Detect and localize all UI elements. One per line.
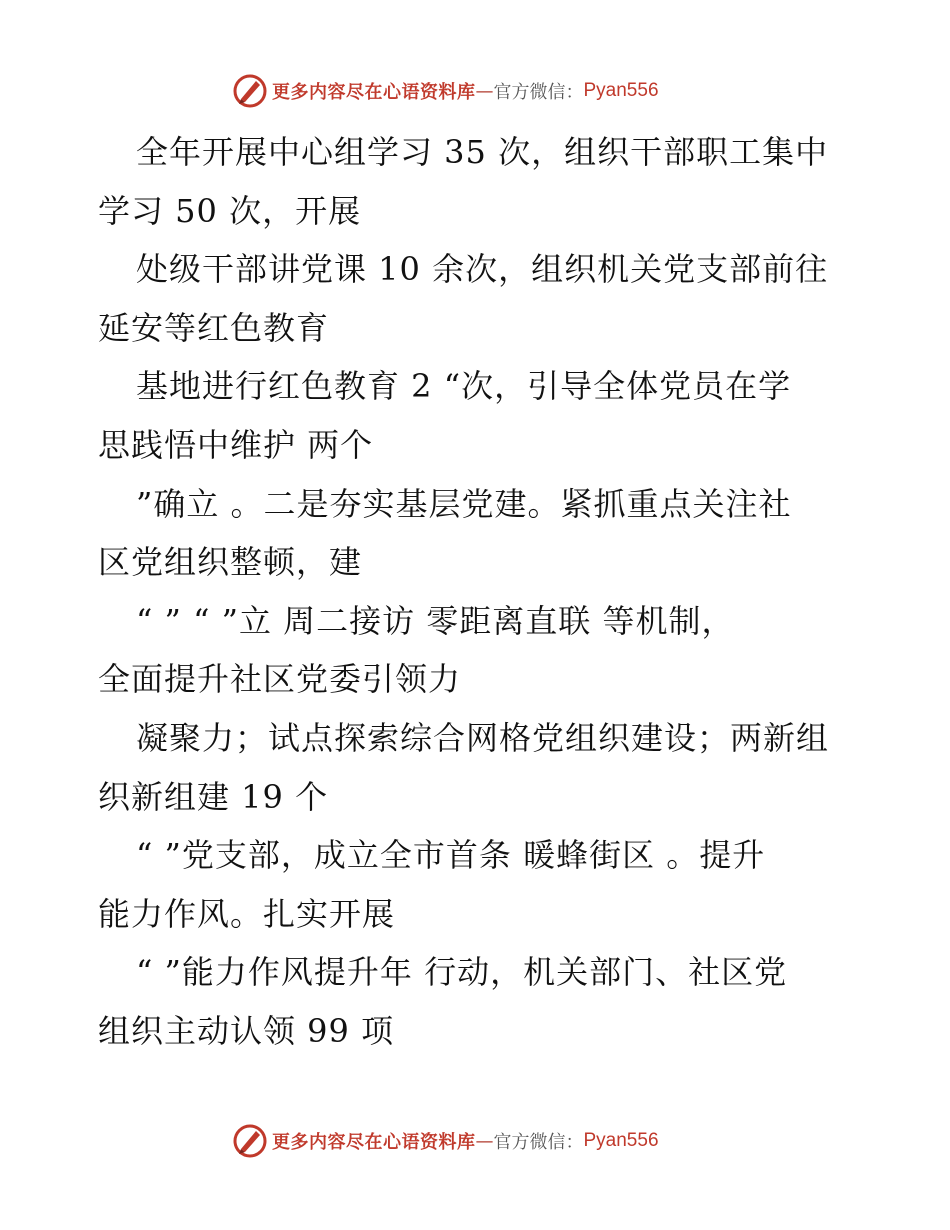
watermark-brand: 更多内容尽在心语资料库 bbox=[272, 82, 476, 103]
body-line: 思践悟中维护 两个 bbox=[98, 425, 374, 464]
watermark-separator: — bbox=[475, 80, 494, 102]
body-line: “ ”能力作风提升年 行动，机关部门、社区党 bbox=[136, 953, 788, 992]
body-line: “ ”党支部，成立全市首条 暖蜂街区 。提升 bbox=[136, 836, 766, 875]
watermark-brand: 更多内容尽在心语资料库 bbox=[272, 1132, 476, 1153]
watermark-wechat-label: 官方微信： bbox=[493, 82, 584, 103]
body-line: “ ” “ ”立 周二接访 零距离直联 等机制， bbox=[136, 601, 735, 640]
body-line: 延安等红色教育 bbox=[98, 308, 330, 347]
brand-logo-icon bbox=[232, 73, 268, 109]
body-line: 织新组建 19 个 bbox=[98, 777, 329, 816]
watermark-wechat-label: 官方微信： bbox=[493, 1132, 584, 1153]
brand-logo-icon bbox=[232, 1123, 268, 1159]
body-line: 基地进行红色教育 2 “次，引导全体党员在学 bbox=[136, 367, 792, 406]
body-line: 区党组织整顿，建 bbox=[98, 543, 363, 582]
body-line: ”确立 。二是夯实基层党建。紧抓重点关注社 bbox=[136, 484, 792, 523]
header-watermark bbox=[232, 71, 659, 111]
watermark-wechat-id: Pyan556 bbox=[583, 1130, 659, 1151]
body-line: 凝聚力；试点探索综合网格党组织建设；两新组 bbox=[136, 718, 830, 757]
watermark-wechat-id: Pyan556 bbox=[583, 80, 659, 101]
body-line: 组织主动认领 99 项 bbox=[98, 1011, 395, 1050]
body-line: 全面提升社区党委引领力 bbox=[98, 660, 462, 699]
footer-watermark bbox=[232, 1121, 659, 1161]
body-line: 能力作风。扎实开展 bbox=[98, 894, 396, 933]
body-line: 全年开展中心组学习 35 次，组织干部职工集中 bbox=[136, 133, 829, 171]
body-line: 处级干部讲党课 10 余次，组织机关党支部前往 bbox=[136, 250, 829, 289]
body-line: 学习 50 次，开展 bbox=[98, 191, 362, 230]
document-body bbox=[98, 123, 858, 1061]
watermark-separator: — bbox=[475, 1130, 494, 1152]
